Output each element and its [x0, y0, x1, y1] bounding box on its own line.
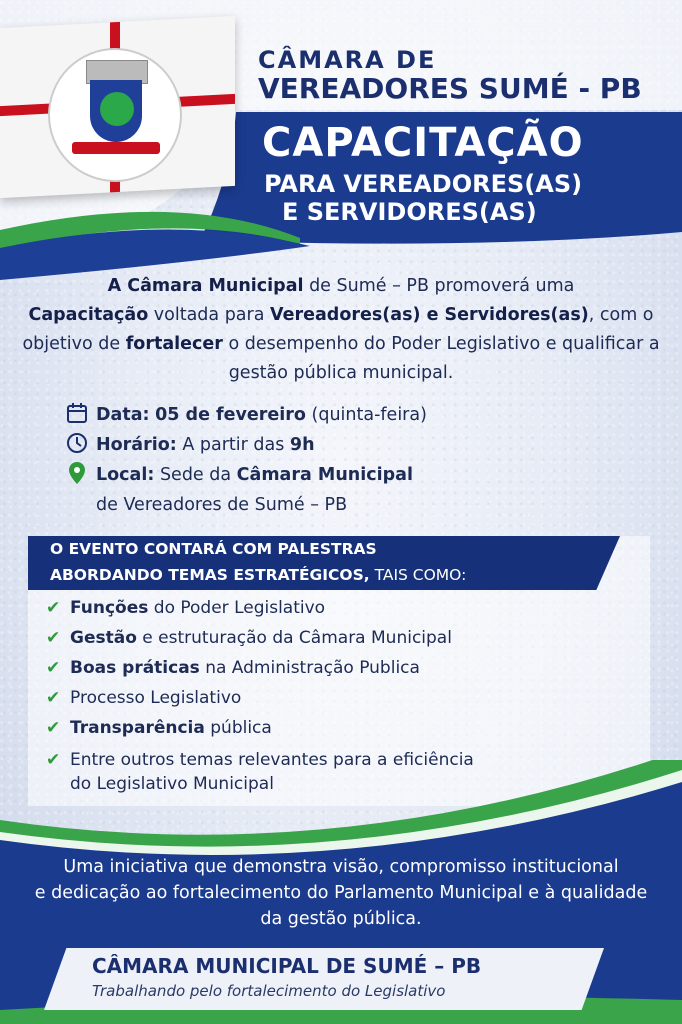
footer-title: CÂMARA MUNICIPAL DE SUMÉ – PB [92, 954, 482, 978]
topic-text: Entre outros temas relevantes para a eficiência [70, 750, 474, 770]
clock-icon [64, 430, 90, 456]
time-label: Horário: [96, 435, 177, 455]
topic-text: do Poder Legislativo [148, 598, 326, 618]
place-row [64, 460, 427, 490]
checkmark-icon: ✔ [46, 658, 61, 678]
topics-heading-line2 [50, 566, 466, 584]
topic-text: e estruturação da Câmara Municipal [136, 628, 452, 648]
topics-heading-rest: TAIS COMO: [369, 566, 467, 584]
topic-bold: Funções [70, 598, 149, 618]
topic-text-line2: do Legislativo Municipal [70, 774, 274, 794]
date-value: 05 de fevereiro [155, 405, 306, 425]
closing-line2: e dedicação ao fortalecimento do Parlamento Municipal e à qualidade [34, 883, 648, 903]
intro-bold-3: Capacitação [28, 305, 149, 325]
org-name-line2: VEREADORES SUMÉ - PB [258, 72, 642, 105]
time-row [64, 430, 427, 460]
checkmark-icon: ✔ [46, 750, 61, 770]
time-value: A partir das [182, 435, 285, 455]
intro-text-4: voltada para [148, 305, 271, 325]
date-label: Data: [96, 405, 150, 425]
coat-of-arms-icon [48, 48, 182, 182]
topic-text: na Administração Publica [199, 658, 420, 678]
topic-bold: Gestão [70, 628, 137, 648]
header [0, 0, 682, 270]
page-title: CAPACITAÇÃO [262, 120, 584, 166]
list-item [46, 658, 474, 688]
subtitle-line1: PARA VEREADORES(AS) [264, 170, 583, 198]
checkmark-icon: ✔ [46, 598, 61, 618]
intro-bold-5: Vereadores(as) e Servidores(as) [270, 305, 589, 325]
intro-bold-7: fortalecer [125, 334, 223, 354]
org-name-line1: CÂMARA DE [258, 46, 437, 74]
list-item [46, 598, 474, 628]
place-bold: Câmara Municipal [236, 465, 413, 485]
topic-bold: Boas práticas [70, 658, 200, 678]
date-note: (quinta-feira) [311, 405, 427, 425]
event-details [64, 400, 427, 520]
intro-text-2: de Sumé – PB promoverá uma [303, 276, 575, 296]
topic-text: pública [204, 718, 272, 738]
closing-line1: Uma iniciativa que demonstra visão, compromisso institucional [63, 857, 619, 877]
closing-paragraph [8, 854, 674, 932]
intro-text-8: o desempenho do Poder Legislativo e qualificar a gestão pública municipal. [222, 334, 660, 383]
place-value: Sede da [159, 465, 232, 485]
topics-heading-line1: O EVENTO CONTARÁ COM PALESTRAS [50, 540, 377, 558]
topic-bold: Transparência [70, 718, 205, 738]
time-hour: 9h [289, 435, 315, 455]
intro-bold-1: A Câmara Municipal [107, 276, 304, 296]
place-line2: de Vereadores de Sumé – PB [96, 495, 348, 515]
footer-subtitle: Trabalhando pelo fortalecimento do Legislativo [92, 982, 446, 1000]
closing-line3: da gestão pública. [260, 909, 422, 929]
location-pin-icon [64, 460, 90, 486]
checkmark-icon: ✔ [46, 718, 61, 738]
list-item [46, 688, 474, 718]
subtitle-line2: E SERVIDORES(AS) [282, 198, 537, 226]
intro-paragraph [20, 272, 662, 388]
checkmark-icon: ✔ [46, 688, 61, 708]
list-item [46, 718, 474, 748]
date-row [64, 400, 427, 430]
crest-ribbon [72, 142, 160, 154]
intro-text-6: , com o objetivo de [22, 305, 654, 354]
place-label: Local: [96, 465, 155, 485]
crest-shield [90, 80, 142, 142]
calendar-icon [64, 400, 90, 426]
topic-text: Processo Legislativo [70, 688, 242, 708]
checkmark-icon: ✔ [46, 628, 61, 648]
topics-heading-bold: ABORDANDO TEMAS ESTRATÉGICOS, [50, 566, 370, 584]
list-item [46, 628, 474, 658]
